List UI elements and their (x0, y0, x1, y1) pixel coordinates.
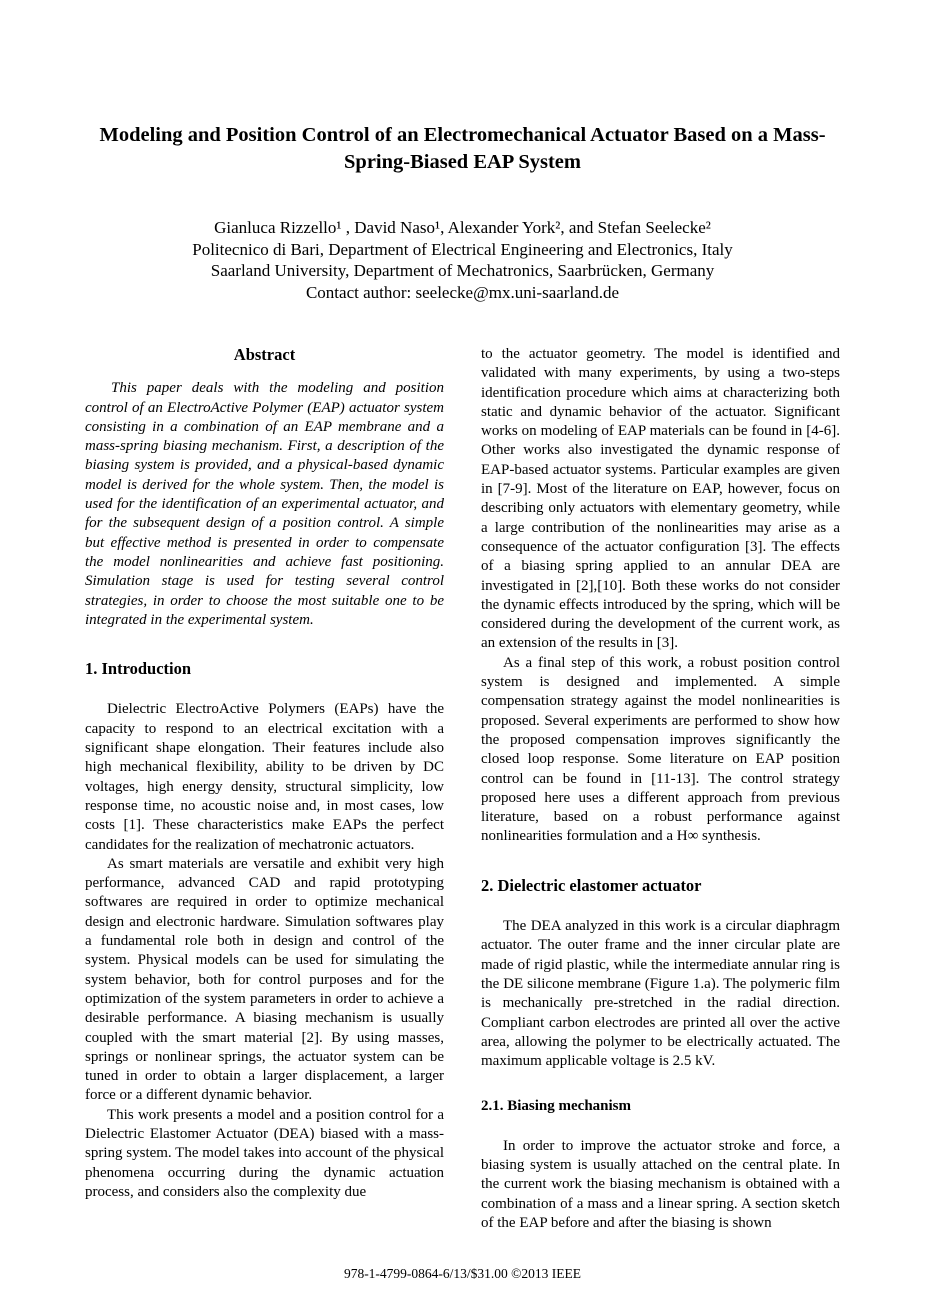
abstract-heading: Abstract (233, 345, 296, 364)
authors-line: Gianluca Rizzello¹ , David Naso¹, Alexander York², and Stefan Seelecke² (214, 218, 711, 237)
section-1-heading: 1. Introduction (85, 659, 192, 679)
intro-paragraph-1: Dielectric ElectroActive Polymers (EAPs) have the capacity to respond to an electrical excitation with a significant shape elongation. Their features include also high mechanical flexibility, ability to be driven by DC voltages, high energy density, structural simplicity, low response time, no acoustic noise and, in most cases, low costs [1]. These characteristics make EAPs the perfect candidates for the realization of mechatronic actuators. (85, 701, 444, 853)
footer-copyright: 978-1-4799-0864-6/13/$31.00 ©2013 IEEE (343, 1266, 582, 1281)
section-2-heading: 2. Dielectric elastomer actuator (481, 875, 702, 895)
intro-paragraph-2: As smart materials are versatile and exhibit very high performance, advanced CAD and rapid prototyping softwares are required in order to optimize mechanical design and electronic hardware. Simulation softwares play a fundamental role both in design and control of the system. Physical models can be used for simulating the system behavior, both for control purposes and for the optimization of the system parameters in order to achieve a desirable performance. A biasing mechanism is usually coupled with the smart material [2]. By using masses, springs or nonlinear springs, the actuator system can be tuned in order to obtain a larger displacement, a larger force or a different dynamic behavior. (85, 855, 444, 1104)
section-2-1-paragraph-1: In order to improve the actuator stroke and force, a biasing system is usually attached on the central plate. In the current work the biasing mechanism is obtained with a combination of a mass and a linear spring. A section sketch of the EAP before and after the biasing is shown (481, 1137, 840, 1231)
page-title: Modeling and Position Control of an Electromechanical Actuator Based on a Mass-Spring-Biased EAP System (99, 124, 826, 173)
author-block (85, 217, 840, 303)
abstract-body: This paper deals with the modeling and position control of an ElectroActive Polymer (EAP) actuator system consisting in a combination of an EAP membrane and a mass-spring biasing mechanism. First, a description of the biasing system is provided, and a physical-based dynamic model is derived for the whole system. Then, the model is used for the identification of an experimental actuator, and for the subsequent design of a position control. A simple but effective method is presented in order to compensate the model nonlinearities and achieve fast positioning. Simulation stage is used for testing several control strategies, in order to choose the most suitable one to be integrated in the experimental system. (85, 380, 444, 628)
right-column (481, 345, 840, 1233)
section-2-1-heading: 2.1. Biasing mechanism (481, 1098, 632, 1115)
intro-paragraph-3: This work presents a model and a position control for a Dielectric Elastomer Actuator (DEA) biased with a mass-spring system. The model takes into account of the physical phenomena occurring during the dynamic actuation process, and considers also the complexity due (85, 1106, 444, 1200)
left-column (85, 345, 444, 1202)
affiliation-line-2: Saarland University, Department of Mechatronics, Saarbrücken, Germany (210, 261, 715, 280)
two-column-body (85, 345, 840, 1233)
continuation-paragraph-2: As a final step of this work, a robust position control system is designed and implemented. A simple compensation strategy against the model nonlinearities is proposed. Several experiments are performed to show how the proposed compensation improves significantly the closed loop response. Some literature on EAP position control can be found in [11-13]. The control strategy proposed here uses a different approach from previous literature, based on a robust performance against nonlinearities formulation and a H∞ synthesis. (481, 654, 840, 845)
section-2-paragraph-1: The DEA analyzed in this work is a circular diaphragm actuator. The outer frame and the inner circular plate are made of rigid plastic, while the intermediate annular ring is the DE silicone membrane (Figure 1.a). The polymeric film is mechanically pre-stretched in the radial direction. Compliant carbon electrodes are printed all over the active area, allowing the polymer to be electrically actuated. The maximum applicable voltage is 2.5 kV. (481, 918, 840, 1070)
continuation-paragraph-1: to the actuator geometry. The model is identified and validated with many experiments, by using a two-steps identification procedure which aims at characterizing both static and dynamic behavior of the actuator. Significant works on modeling of EAP materials can be found in [4-6]. Other works also investigated the dynamic response of EAP-based actuator systems. Particular examples are given in [7-9]. Most of the literature on EAP, however, focus on describing only actuators with elementary geometry, while a large contribution of the nonlinearities may arise as a consequence of the actuator configuration [3]. The effects of a biasing spring applied to an annular DEA are investigated in [2],[10]. Both these works do not consider the dynamic effects introduced by the spring, which will be considered during the development of the current work, as an extension of the results in [3]. (481, 346, 840, 652)
affiliation-line-1: Politecnico di Bari, Department of Electrical Engineering and Electronics, Italy (192, 239, 733, 259)
contact-author-line: Contact author: seelecke@mx.uni-saarland.de (305, 282, 620, 302)
